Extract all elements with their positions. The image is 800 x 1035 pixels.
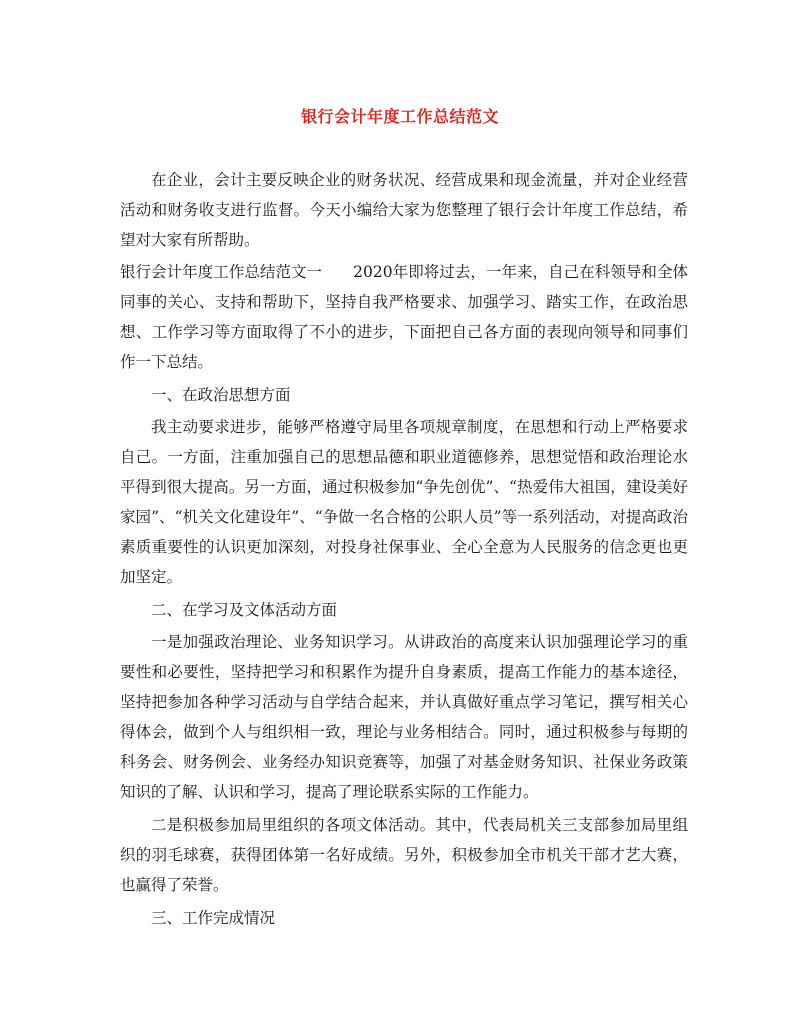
document-body [120, 165, 688, 935]
heading-political-thought: 一、在政治思想方面 [151, 386, 291, 404]
heading-work-completion: 三、工作完成情况 [151, 909, 276, 927]
heading-study-activities: 二、在学习及文体活动方面 [151, 601, 338, 619]
activities-paragraph: 二是积极参加局里组织的各项文体活动。其中，代表局机关三支部参加局里组织的羽毛球赛，获得团体第一名好成绩。另外，积极参加全市机关干部才艺大赛，也赢得了荣誉。 [120, 816, 688, 894]
document-title: 银行会计年度工作总结范文 [300, 107, 499, 126]
political-thought-paragraph: 我主动要求进步，能够严格遵守局里各项规章制度，在思想和行动上严格要求自己。一方面，注重加强自己的思想品德和职业道德修养，思想觉悟和政治理论水平得到很大提高。另一方面，通过积极参加“争先创优”、“热爱伟大祖国，建设美好家园”、“机关文化建设年”、“争做一名合格的公职人员”等一系列活动，对提高政治素质重要性的认识更加深刻，对投身社保事业、全心全意为人民服务的信念更也更加坚定。 [120, 418, 688, 586]
intro-paragraph: 在企业，会计主要反映企业的财务状况、经营成果和现金流量，并对企业经营活动和财务收支进行监督。今天小编给大家为您整理了银行会计年度工作总结，希望对大家有所帮助。 [120, 171, 688, 249]
study-paragraph: 一是加强政治理论、业务知识学习。从讲政治的高度来认识加强理论学习的重要性和必要性，坚持把学习和积累作为提升自身素质，提高工作能力的基本途径，坚持把参加各种学习活动与自学结合起来，并认真做好重点学习笔记，撰写相关心得体会，做到个人与组织相一致，理论与业务相结合。同时，通过积极参与每期的科务会、财务例会、业务经办知识竞赛等，加强了对基金财务知识、社保业务政策知识的了解、认识和学习，提高了理论联系实际的工作能力。 [120, 633, 688, 801]
section-one-intro-paragraph: 银行会计年度工作总结范文一 2020年即将过去，一年来，自己在科领导和全体同事的关心、支持和帮助下，坚持自我严格要求、加强学习、踏实工作，在政治思想、工作学习等方面取得了不小的进步，下面把自己各方面的表现向领导和同事们作一下总结。 [120, 263, 688, 371]
